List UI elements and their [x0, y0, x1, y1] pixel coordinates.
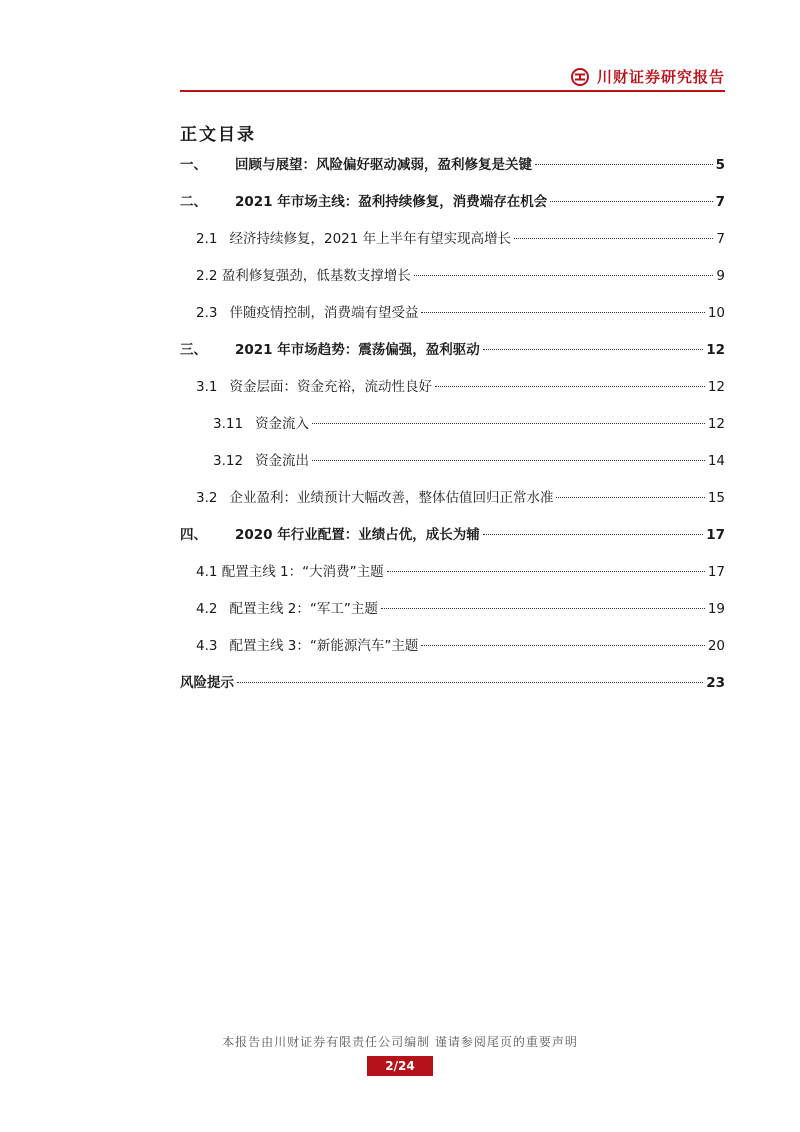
- toc-entry-number: 2.1: [196, 231, 218, 247]
- chuancai-logo-icon: [571, 68, 589, 86]
- toc-entry-number: 一、: [180, 157, 207, 173]
- toc-entry-page: 20: [707, 638, 725, 654]
- dot-leader: [421, 312, 704, 313]
- toc-entry-page: 9: [716, 268, 725, 284]
- toc-entry-title: 伴随疫情控制，消费端有望受益: [229, 305, 419, 321]
- toc-entry[interactable]: [180, 524, 725, 561]
- toc-entry-number: 4.2: [196, 601, 218, 617]
- toc-entry-page: 12: [707, 416, 725, 432]
- toc-entry-page: 10: [707, 305, 725, 321]
- toc-entry[interactable]: [180, 672, 725, 709]
- toc-entry[interactable]: [180, 450, 725, 487]
- toc-entry[interactable]: [180, 339, 725, 376]
- toc-entry-title: 企业盈利：业绩预计大幅改善，整体估值回归正常水准: [229, 490, 554, 506]
- page-header: [180, 62, 725, 92]
- toc-entry-page: 23: [706, 675, 725, 691]
- dot-leader: [312, 460, 705, 461]
- toc-entry-page: 17: [707, 564, 725, 580]
- toc-entry-number: 4.3: [196, 638, 218, 654]
- toc-entry-page: 12: [706, 342, 725, 358]
- toc-entry[interactable]: [180, 376, 725, 413]
- toc-entry-page: 17: [706, 527, 725, 543]
- footer-disclaimer: 本报告由川财证券有限责任公司编制 谨请参阅尾页的重要声明: [222, 1035, 578, 1049]
- toc-entry-number: 3.11: [213, 416, 244, 432]
- toc-entry-number: 二、: [180, 194, 207, 210]
- table-of-contents: [180, 120, 725, 709]
- dot-leader: [483, 534, 703, 535]
- toc-entry-page: 14: [707, 453, 725, 469]
- toc-entry[interactable]: [180, 635, 725, 672]
- dot-leader: [237, 682, 703, 683]
- toc-entry[interactable]: [180, 487, 725, 524]
- toc-entry-page: 12: [707, 379, 725, 395]
- toc-entry-title: 2021 年市场主线：盈利持续修复，消费端存在机会: [235, 194, 548, 210]
- dot-leader: [421, 645, 704, 646]
- toc-entry-title: 资金层面：资金充裕，流动性良好: [229, 379, 432, 395]
- toc-entry[interactable]: [180, 154, 725, 191]
- header-divider: [180, 90, 725, 92]
- dot-leader: [387, 571, 705, 572]
- brand-name: 川财证券研究报告: [596, 68, 725, 86]
- dot-leader: [483, 349, 703, 350]
- toc-title: 正文目录: [180, 125, 256, 145]
- toc-entry-number: 3.12: [213, 453, 244, 469]
- dot-leader: [514, 238, 713, 239]
- header-brand: [571, 66, 725, 87]
- toc-entry-number: 3.1: [196, 379, 218, 395]
- toc-entry-number: 四、: [180, 527, 207, 543]
- toc-entry-page: 15: [707, 490, 725, 506]
- dot-leader: [381, 608, 705, 609]
- dot-leader: [550, 201, 712, 202]
- toc-entry-page: 7: [715, 194, 725, 210]
- toc-entry[interactable]: [180, 191, 725, 228]
- dot-leader: [435, 386, 705, 387]
- toc-entry-number: 三、: [180, 342, 207, 358]
- toc-entry[interactable]: [180, 598, 725, 635]
- toc-entry-title: 风险提示: [180, 675, 234, 691]
- toc-entry-title: 2020 年行业配置：业绩占优，成长为辅: [235, 527, 480, 543]
- toc-entry-title: 配置主线 2：“军工”主题: [229, 601, 378, 617]
- toc-entry-page: 7: [716, 231, 725, 247]
- toc-entry-title: 资金流入: [255, 416, 310, 432]
- toc-entry-title: 配置主线 3：“新能源汽车”主题: [229, 638, 419, 654]
- toc-entry-title: 回顾与展望：风险偏好驱动减弱，盈利修复是关键: [235, 157, 532, 173]
- toc-entry-title: 4.1 配置主线 1：“大消费”主题: [196, 564, 384, 580]
- toc-entry-title: 2.2 盈利修复强劲，低基数支撑增长: [196, 268, 411, 284]
- dot-leader: [312, 423, 705, 424]
- toc-entry-title: 资金流出: [255, 453, 310, 469]
- page-footer: [0, 1033, 800, 1076]
- toc-entry-number: 3.2: [196, 490, 218, 506]
- dot-leader: [556, 497, 704, 498]
- toc-entry-title: 2021 年市场趋势：震荡偏强，盈利驱动: [235, 342, 480, 358]
- toc-entry-page: 5: [715, 157, 725, 173]
- page-number-badge: 2/24: [367, 1056, 433, 1076]
- toc-entry[interactable]: [180, 265, 725, 302]
- toc-entry[interactable]: [180, 413, 725, 450]
- toc-entry[interactable]: [180, 561, 725, 598]
- toc-entry-page: 19: [707, 601, 725, 617]
- dot-leader: [535, 164, 713, 165]
- toc-entry-title: 经济持续修复，2021 年上半年有望实现高增长: [229, 231, 512, 247]
- toc-entry[interactable]: [180, 228, 725, 265]
- dot-leader: [414, 275, 714, 276]
- toc-entry-number: 2.3: [196, 305, 218, 321]
- toc-entry[interactable]: [180, 302, 725, 339]
